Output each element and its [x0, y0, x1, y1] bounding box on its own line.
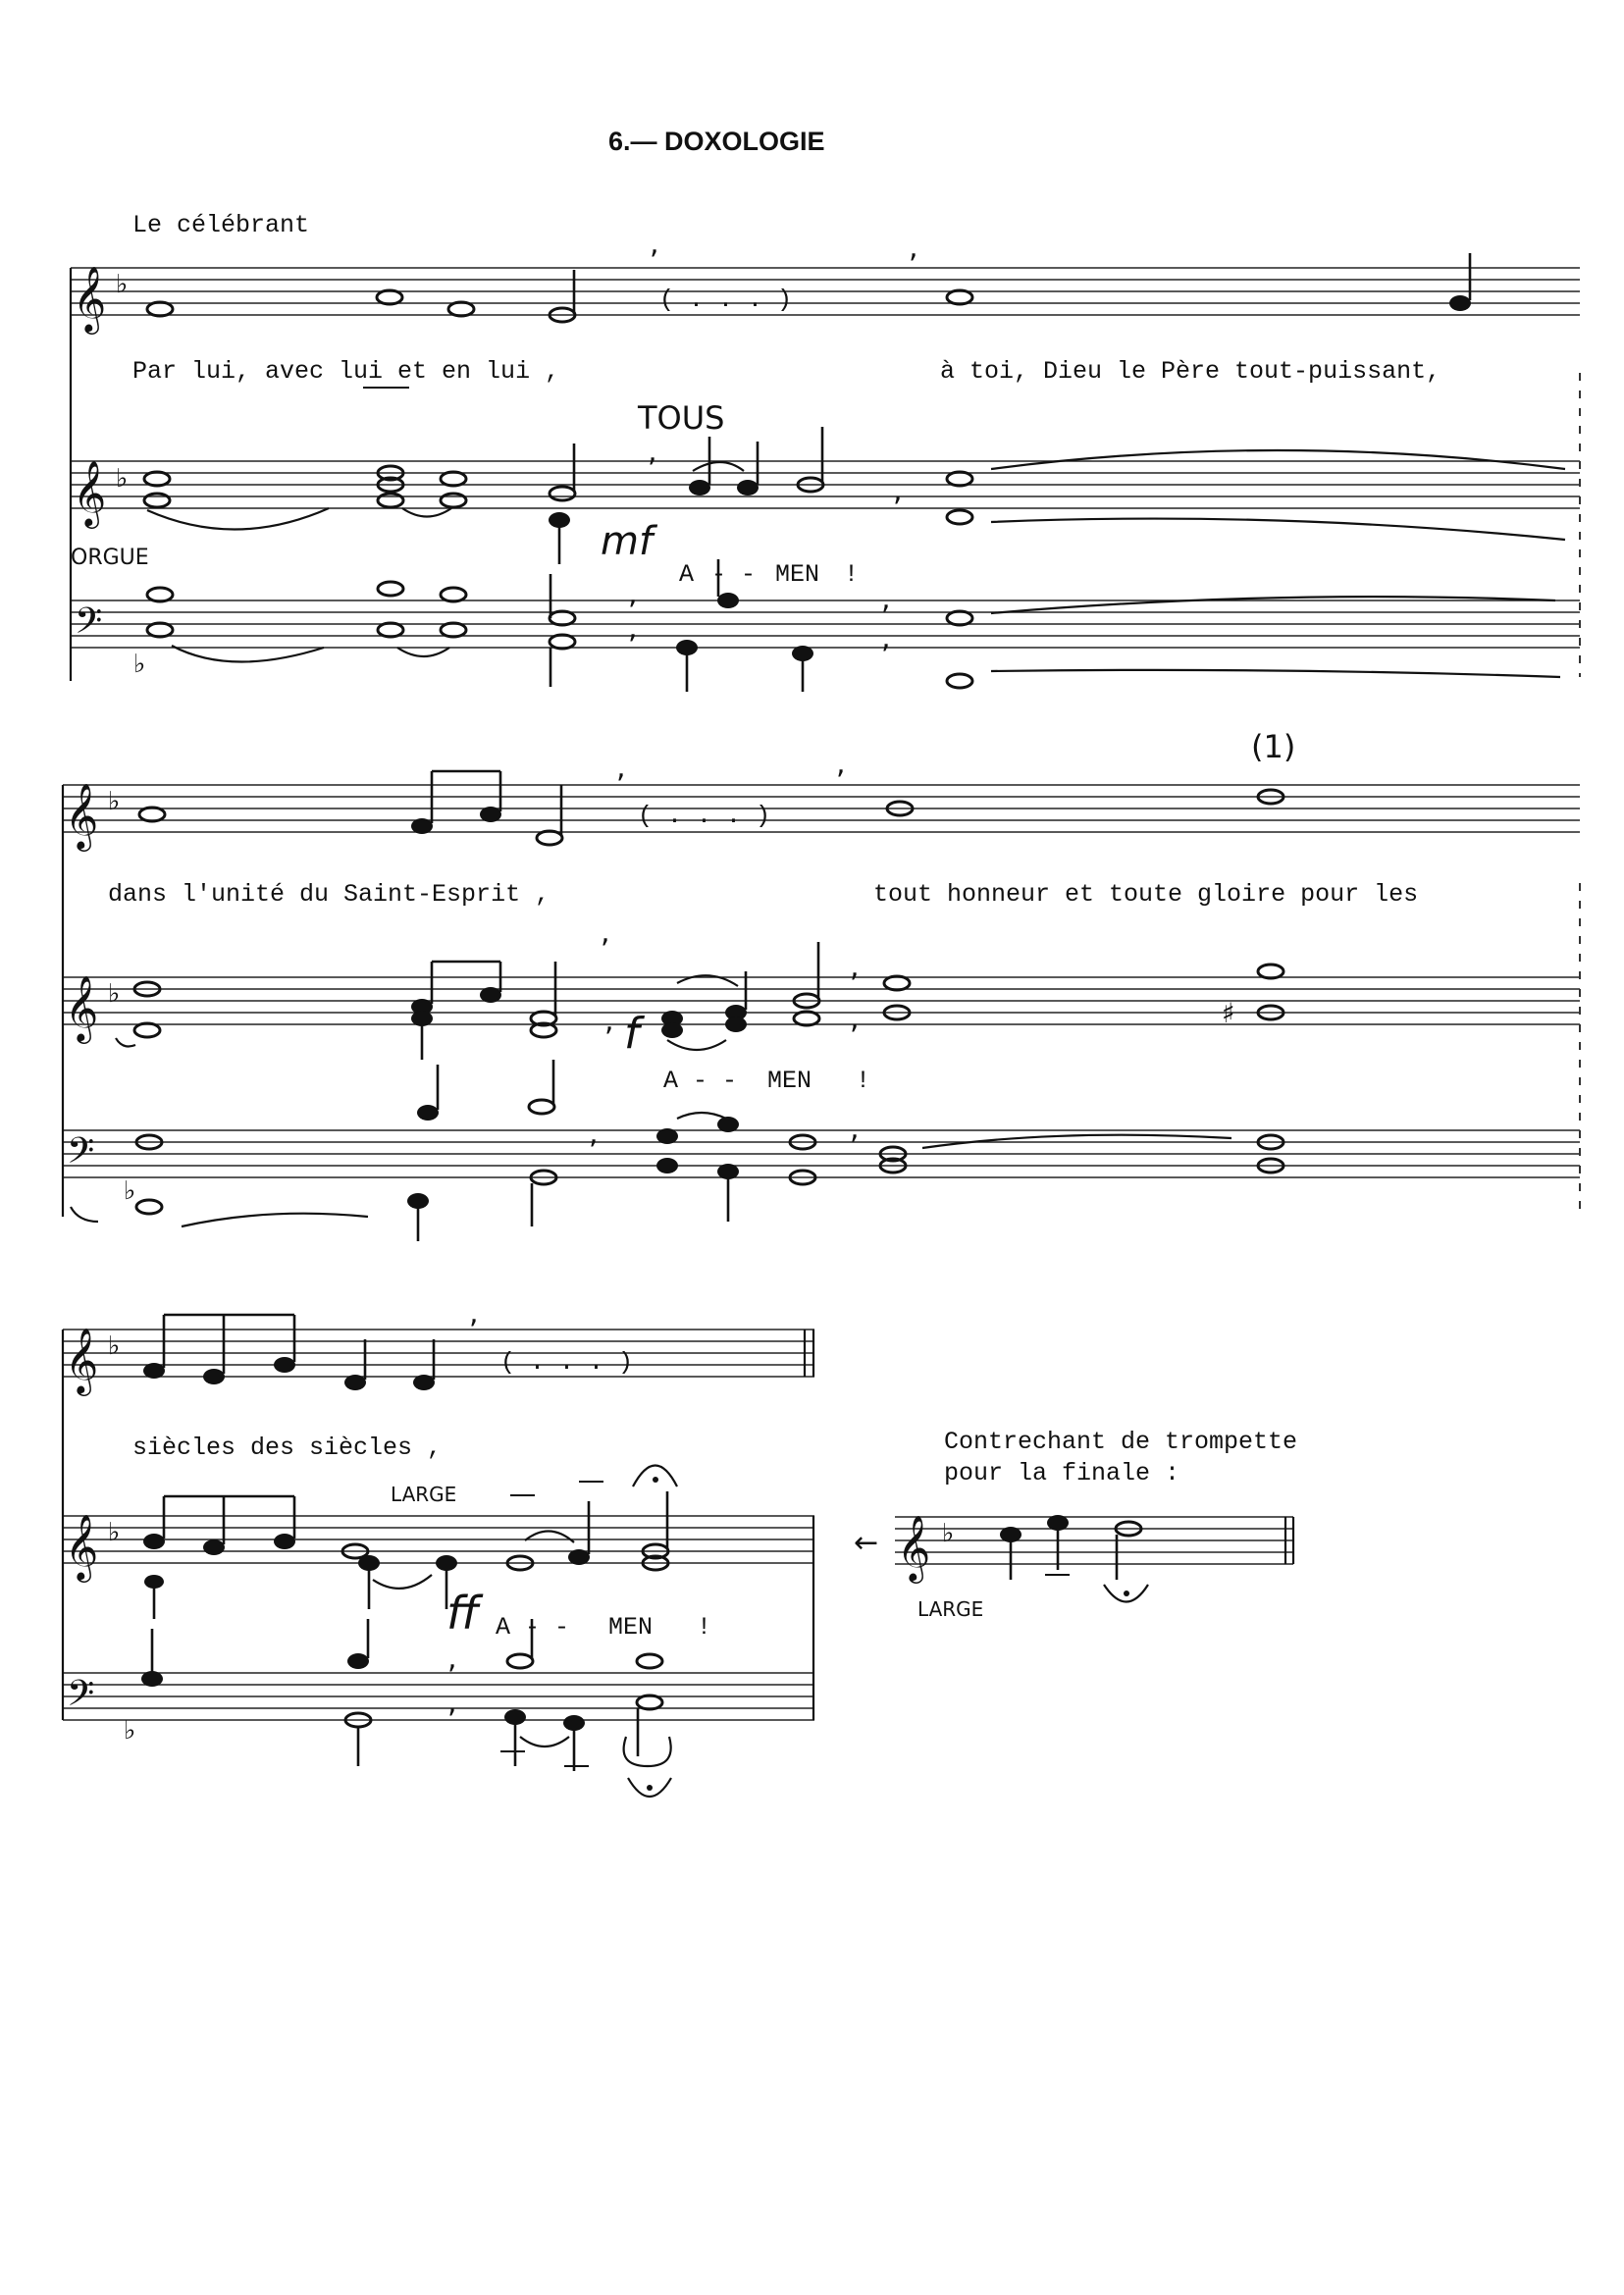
organ-bass-staff-2: [63, 1130, 1580, 1177]
amen-dashes: - -: [711, 560, 757, 589]
celebrant-staff-3: [63, 1330, 814, 1377]
breath-mark: ,: [836, 747, 846, 781]
breath-mark: ,: [650, 227, 659, 261]
flat-key-signature: ♭: [116, 464, 129, 494]
dynamic-ff: ff: [446, 1587, 480, 1640]
treble-clef: 𝄞: [65, 1327, 99, 1393]
treble-clef: 𝄞: [897, 1514, 931, 1581]
flat-key-signature: ♭: [108, 979, 121, 1009]
organ-treble-notes-3: [143, 1491, 668, 1619]
amen-syllable-men: MEN: [608, 1613, 654, 1642]
ellipsis-paren: ( . . . ): [500, 1348, 634, 1377]
footnote-mark: (1): [1251, 728, 1296, 765]
organ-bass-staff-1: [71, 600, 1580, 648]
celebrant-staff-1: [71, 268, 1580, 315]
tie: [402, 508, 451, 517]
breath-mark: ,: [850, 1002, 860, 1036]
slur: [667, 1040, 726, 1050]
trumpet-large-label: LARGE: [917, 1597, 984, 1621]
trumpet-staff: [895, 1517, 1293, 1564]
lyric-line-2b: tout honneur et toute gloire pour les: [873, 880, 1419, 909]
lyric-line-1b: à toi, Dieu le Père tout-puissant,: [940, 357, 1441, 386]
bass-clef: 𝄢: [75, 600, 103, 651]
flat-key-signature: ♭: [124, 1716, 136, 1746]
flat-key-signature: ♭: [108, 1518, 121, 1547]
fermata: [633, 1466, 677, 1487]
lyric-line-2a: dans l'unité du Saint-Esprit ,: [108, 880, 550, 909]
celebrant-label: Le célébrant: [132, 211, 310, 239]
breath-mark: ,: [909, 231, 918, 265]
page-title: 6.— DOXOLOGIE: [608, 127, 825, 156]
sharp-accidental: ♯: [1222, 997, 1235, 1029]
treble-clef: 𝄞: [65, 1513, 99, 1580]
amen-syllable-men: MEN: [767, 1067, 812, 1095]
breath-mark: ,: [447, 1642, 457, 1676]
trumpet-caption-line1: Contrechant de trompette: [944, 1428, 1298, 1456]
fermata-dot: [653, 1477, 658, 1483]
tie: [397, 648, 449, 656]
slur: [373, 1575, 432, 1589]
amen-syllable-a: A: [663, 1067, 679, 1095]
tous-label: TOUS: [638, 399, 725, 437]
breath-mark: ,: [893, 474, 903, 508]
organ-bass-staff-3: [63, 1673, 814, 1720]
organ-treble-staff-3: [63, 1516, 814, 1563]
organ-treble-notes-1: [144, 427, 972, 564]
amen-exclamation: !: [697, 1613, 712, 1642]
organ-bass-notes-3: [141, 1619, 662, 1771]
tie: [182, 1214, 368, 1226]
treble-clef: 𝄞: [65, 782, 99, 849]
bass-clef: 𝄢: [67, 1130, 95, 1180]
lyric-line-1a: Par lui, avec lui et en lui ,: [132, 357, 560, 386]
tie: [71, 1207, 98, 1222]
flat-key-signature: ♭: [133, 650, 146, 679]
flat-key-signature: ♭: [124, 1176, 136, 1206]
amen-dashes: - -: [693, 1067, 738, 1095]
orgue-label: ORGUE: [71, 546, 149, 570]
flat-key-signature: ♭: [116, 270, 129, 299]
amen-syllable-a: A: [496, 1613, 511, 1642]
celebrant-staff-2: [63, 785, 1580, 832]
flat-key-signature: ♭: [108, 787, 121, 816]
tie-long: [991, 519, 1565, 540]
ellipsis-paren: ( . . . ): [638, 802, 771, 830]
organ-treble-staff-2: [63, 977, 1580, 1024]
slur: [677, 1113, 726, 1119]
large-tempo-label: LARGE: [391, 1483, 457, 1506]
amen-syllable-a: A: [679, 560, 695, 589]
breath-mark: ,: [616, 751, 626, 785]
breath-mark: ,: [628, 577, 638, 611]
breath-mark: ,: [628, 611, 638, 646]
fermata-inverted: [624, 1737, 671, 1766]
bass-clef: 𝄢: [67, 1673, 95, 1723]
breath-mark: ,: [881, 582, 891, 616]
slur: [520, 1737, 569, 1747]
amen-dashes: - -: [525, 1613, 570, 1642]
slur: [525, 1531, 574, 1542]
lyric-line-3: siècles des siècles ,: [132, 1434, 443, 1462]
treble-clef: 𝄞: [65, 974, 99, 1041]
dynamic-f: f: [624, 1009, 640, 1059]
slur: [693, 462, 744, 471]
amen-exclamation: !: [856, 1067, 871, 1095]
treble-clef: 𝄞: [73, 459, 107, 526]
treble-clef: 𝄞: [73, 265, 107, 332]
breath-mark: ,: [850, 1112, 860, 1146]
fermata-dot: [1124, 1591, 1129, 1596]
arrow-left-icon: ←: [854, 1526, 879, 1560]
breath-mark: ,: [447, 1686, 457, 1720]
tie-long: [991, 670, 1560, 677]
tie: [116, 1038, 135, 1046]
breath-mark: ,: [469, 1296, 479, 1330]
breath-mark: ,: [589, 1117, 599, 1151]
amen-syllable-men: MEN: [775, 560, 820, 589]
trumpet-caption-line2: pour la finale :: [944, 1459, 1180, 1487]
amen-exclamation: !: [844, 560, 860, 589]
breath-mark: ,: [648, 435, 657, 469]
breath-mark: ,: [881, 621, 891, 655]
tie-long: [991, 597, 1555, 613]
organ-treble-staff-1: [71, 461, 1580, 508]
fermata-dot: [647, 1785, 653, 1791]
flat-key-signature: ♭: [108, 1331, 121, 1361]
breath-mark: ,: [604, 1004, 614, 1038]
breath-mark: ,: [601, 915, 610, 950]
dynamic-mf: mf: [601, 519, 654, 564]
flat-key-signature: ♭: [942, 1519, 955, 1548]
tie: [147, 508, 329, 530]
ellipsis-paren: ( . . . ): [659, 286, 793, 314]
breath-mark: ,: [850, 950, 860, 984]
trumpet-notes: [1000, 1515, 1141, 1580]
tie-long: [991, 450, 1565, 469]
celebrant-notes-1: [147, 253, 1471, 322]
